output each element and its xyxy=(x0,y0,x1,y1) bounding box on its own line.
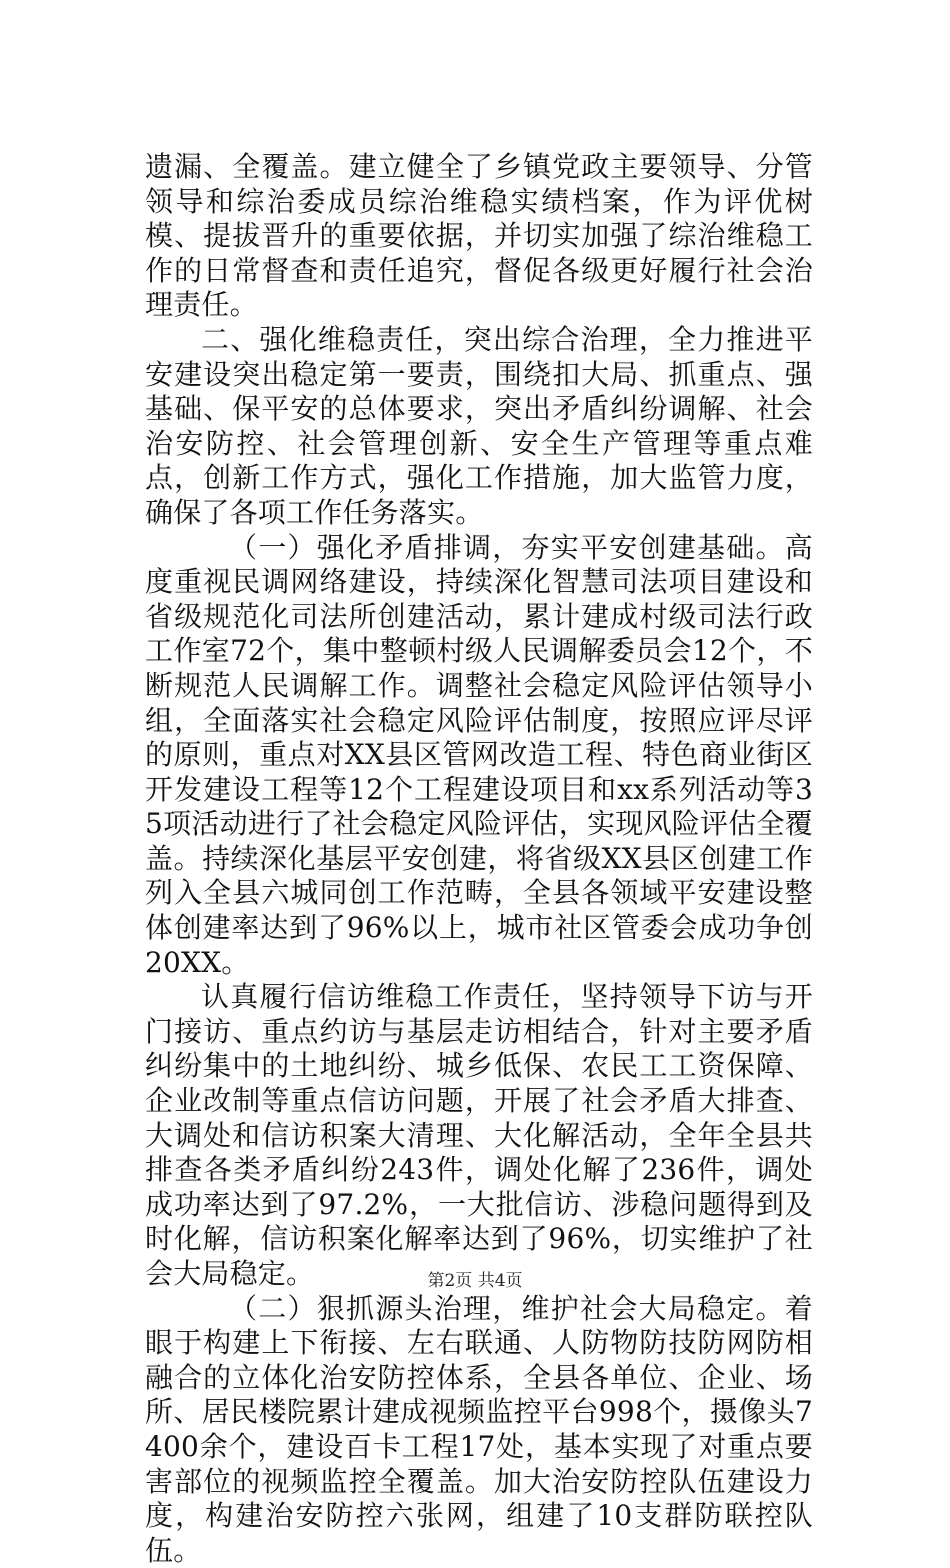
paragraph-petition: 认真履行信访维稳工作责任，坚持领导下访与开门接访、重点约访与基层走访相结合，针对主要矛盾纠纷集中的土地纠纷、城乡低保、农民工工资保障、企业改制等重点信访问题，开展了社会矛盾大排查、大调处和信访积案大清理、大化解活动，全年全县共排查各类矛盾纠纷243件，调处化解了236件，调处成功率达到了97.2%，一大批信访、涉稳问题得到及时化解，信访积案化解率达到了96%，切实维护了社会大局稳定。 xyxy=(145,980,813,1290)
paragraph-subsection-one: （一）强化矛盾排调，夯实平安创建基础。高度重视民调网络建设，持续深化智慧司法项目建设和省级规范化司法所创建活动，累计建成村级司法行政工作室72个，集中整顿村级人民调解委员会12个，不断规范人民调解工作。调整社会稳定风险评估领导小组，全面落实社会稳定风险评估制度，按照应评尽评的原则，重点对XX县区管网改造工程、特色商业街区开发建设工程等12个工程建设项目和xx系列活动等35项活动进行了社会稳定风险评估，实现风险评估全覆盖。持续深化基层平安创建，将省级XX县区创建工作列入全县六城同创工作范畴，全县各领域平安建设整体创建率达到了96%以上，城市社区管委会成功争创20XX。 xyxy=(145,530,813,979)
paragraph-section-two: 二、强化维稳责任，突出综合治理，全力推进平安建设突出稳定第一要责，围绕扣大局、抓重点、强基础、保平安的总体要求，突出矛盾纠纷调解、社会治安防控、社会管理创新、安全生产管理等重点难点，创新工作方式，强化工作措施，加大监管力度，确保了各项工作任务落实。 xyxy=(145,322,813,529)
document-body xyxy=(145,150,813,1568)
paragraph-continued: 遗漏、全覆盖。建立健全了乡镇党政主要领导、分管领导和综治委成员综治维稳实绩档案，作为评优树模、提拔晋升的重要依据，并切实加强了综治维稳工作的日常督查和责任追究，督促各级更好履行社会治理责任。 xyxy=(145,150,813,322)
paragraph-subsection-two: （二）狠抓源头治理，维护社会大局稳定。着眼于构建上下衔接、左右联通、人防物防技防网防相融合的立体化治安防控体系，全县各单位、企业、场所、居民楼院累计建成视频监控平台998个，摄像头7400余个，建设百卡工程17处，基本实现了对重点要害部位的视频监控全覆盖。加大治安防控队伍建设力度，构建治安防控六张网，组建了10支群防联控队伍。 xyxy=(145,1291,813,1567)
page-number-footer: 第2页 共4页 xyxy=(427,1271,523,1291)
